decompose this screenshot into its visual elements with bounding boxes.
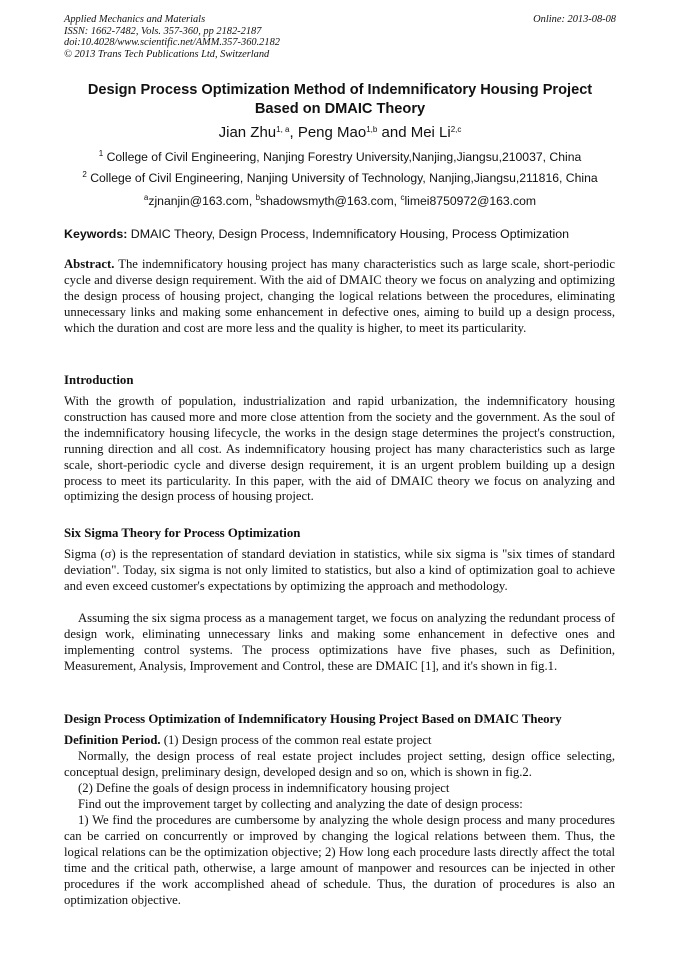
dmaic-heading: Design Process Optimization of Indemnificatory Housing Project Based on DMAIC Theory <box>64 712 562 726</box>
affiliation-1-num: 1 <box>98 149 104 158</box>
keywords-label: Keywords: <box>64 227 128 241</box>
author-1-name: Jian Zhu <box>218 124 277 141</box>
title-line-1: Design Process Optimization Method of Indemnificatory Housing Project <box>87 82 593 98</box>
copyright-line: © 2013 Trans Tech Publications Ltd, Switzerland <box>64 48 270 60</box>
issn-line: ISSN: 1662-7482, Vols. 357-360, pp 2182-2187 <box>64 25 262 37</box>
six-sigma-heading: Six Sigma Theory for Process Optimization <box>64 526 301 540</box>
abstract-text: The indemnificatory housing project has many characteristics such as large scale, short-periodic cycle and diverse design requirement. With the aid of DMAIC theory we focus on analyzing and optimizing the design process of housing project, changing the logical relations between the procedures, eliminating unnecessary links and making some enhancement in defective ones, aiming to build up a design process, which the duration and cost are more less and the quality is higher, to meet its particularity. <box>64 257 615 335</box>
author-list <box>40 123 640 143</box>
email-c-mark: c <box>400 193 405 202</box>
paper-title <box>40 81 640 119</box>
affiliation-2 <box>20 170 660 186</box>
definition-label: Definition Period. <box>64 733 161 747</box>
keywords <box>64 226 624 242</box>
dmaic-paragraph-3: Find out the improvement target by collecting and analyzing the date of design process: <box>78 797 523 811</box>
definition-period <box>64 733 615 749</box>
author-3-marks: 2,c <box>450 125 462 134</box>
keywords-text: DMAIC Theory, Design Process, Indemnificatory Housing, Process Optimization <box>127 227 569 241</box>
affiliation-1-text: College of Civil Engineering, Nanjing Forestry University,Nanjing,Jiangsu,210037, China <box>103 150 582 164</box>
abstract-label: Abstract. <box>64 257 115 271</box>
affiliation-2-text: College of Civil Engineering, Nanjing University of Technology, Nanjing,Jiangsu,211816, China <box>86 171 598 185</box>
dmaic-paragraph-1: Normally, the design process of real estate project includes project setting, design office selecting, conceptual design, preliminary design, developed design and so on, which is shown in fig.2. <box>64 749 615 779</box>
email-line <box>20 193 660 209</box>
dmaic-paragraph-2: (2) Define the goals of design process in indemnificatory housing project <box>78 781 450 795</box>
email-a: zjnanjin@163.com, <box>148 194 256 208</box>
title-line-2: Based on DMAIC Theory <box>254 101 426 117</box>
journal-header <box>64 14 616 60</box>
author-1-marks: 1, a <box>276 125 290 134</box>
affiliation-1 <box>20 149 660 165</box>
six-sigma-paragraph-1: Sigma (σ) is the representation of standard deviation in statistics, while six sigma is "six times of standard deviation". Today, six sigma is not only limited to statistics, but also a kind of optimization goal to achieve and even exceed customer's expectations by optimizing the approach and methodology. <box>64 547 615 593</box>
author-3-name: and Mei Li <box>377 124 451 141</box>
email-a-mark: a <box>143 193 149 202</box>
doi-line: doi:10.4028/www.scientific.net/AMM.357-360.2182 <box>64 37 280 49</box>
email-b: shadowsmyth@163.com, <box>260 194 401 208</box>
dmaic-paragraph-4: 1) We find the procedures are cumbersome by analyzing the whole design process and many procedures can be carried on concurrently or improved by changing the logical relations between them. Thus, the logical relations can be the optimization objective; 2) How long each procedure lasts directly affect the total time and the critical path, otherwise, a large amount of manpower and resources can be injected in other procedures if the work accomplished ahead of schedule. Thus, the duration of procedures is also an optimization objective. <box>64 813 615 907</box>
email-c: limei8750972@163.com <box>404 194 537 208</box>
six-sigma-paragraph-2: Assuming the six sigma process as a management target, we focus on analyzing the redundant process of design work, eliminating unnecessary links and making some enhancement in defective ones and implementing control systems. The process optimizations have five phases, such as Definition, Measurement, Analysis, Improvement and Control, these are DMAIC [1], and it's shown in fig.1. <box>64 611 615 673</box>
journal-name: Applied Mechanics and Materials <box>64 14 206 25</box>
definition-text: (1) Design process of the common real estate project <box>160 733 432 747</box>
abstract <box>64 257 615 337</box>
introduction-heading: Introduction <box>64 373 134 387</box>
introduction-body: With the growth of population, industrialization and rapid urbanization, the indemnificatory housing construction has caused more and more close attention from the society and the government. As the soul of the indemnificatory housing lifecycle, the works in the design stage determines the project's construction, running direction and all cost. As indemnificatory housing project has many characteristics such as large scale, short-periodic cycle and diverse design requirement, it is an urgent problem building up a design process to meet its particularity. In this paper, with the aid of DMAIC theory we focus on analyzing and optimizing the design process of housing project. <box>64 394 615 504</box>
email-b-mark: b <box>255 193 261 202</box>
author-2-name: , Peng Mao <box>289 124 367 141</box>
affiliation-2-num: 2 <box>82 170 87 179</box>
author-2-marks: 1,b <box>366 125 378 134</box>
online-date: Online: 2013-08-08 <box>533 14 616 25</box>
